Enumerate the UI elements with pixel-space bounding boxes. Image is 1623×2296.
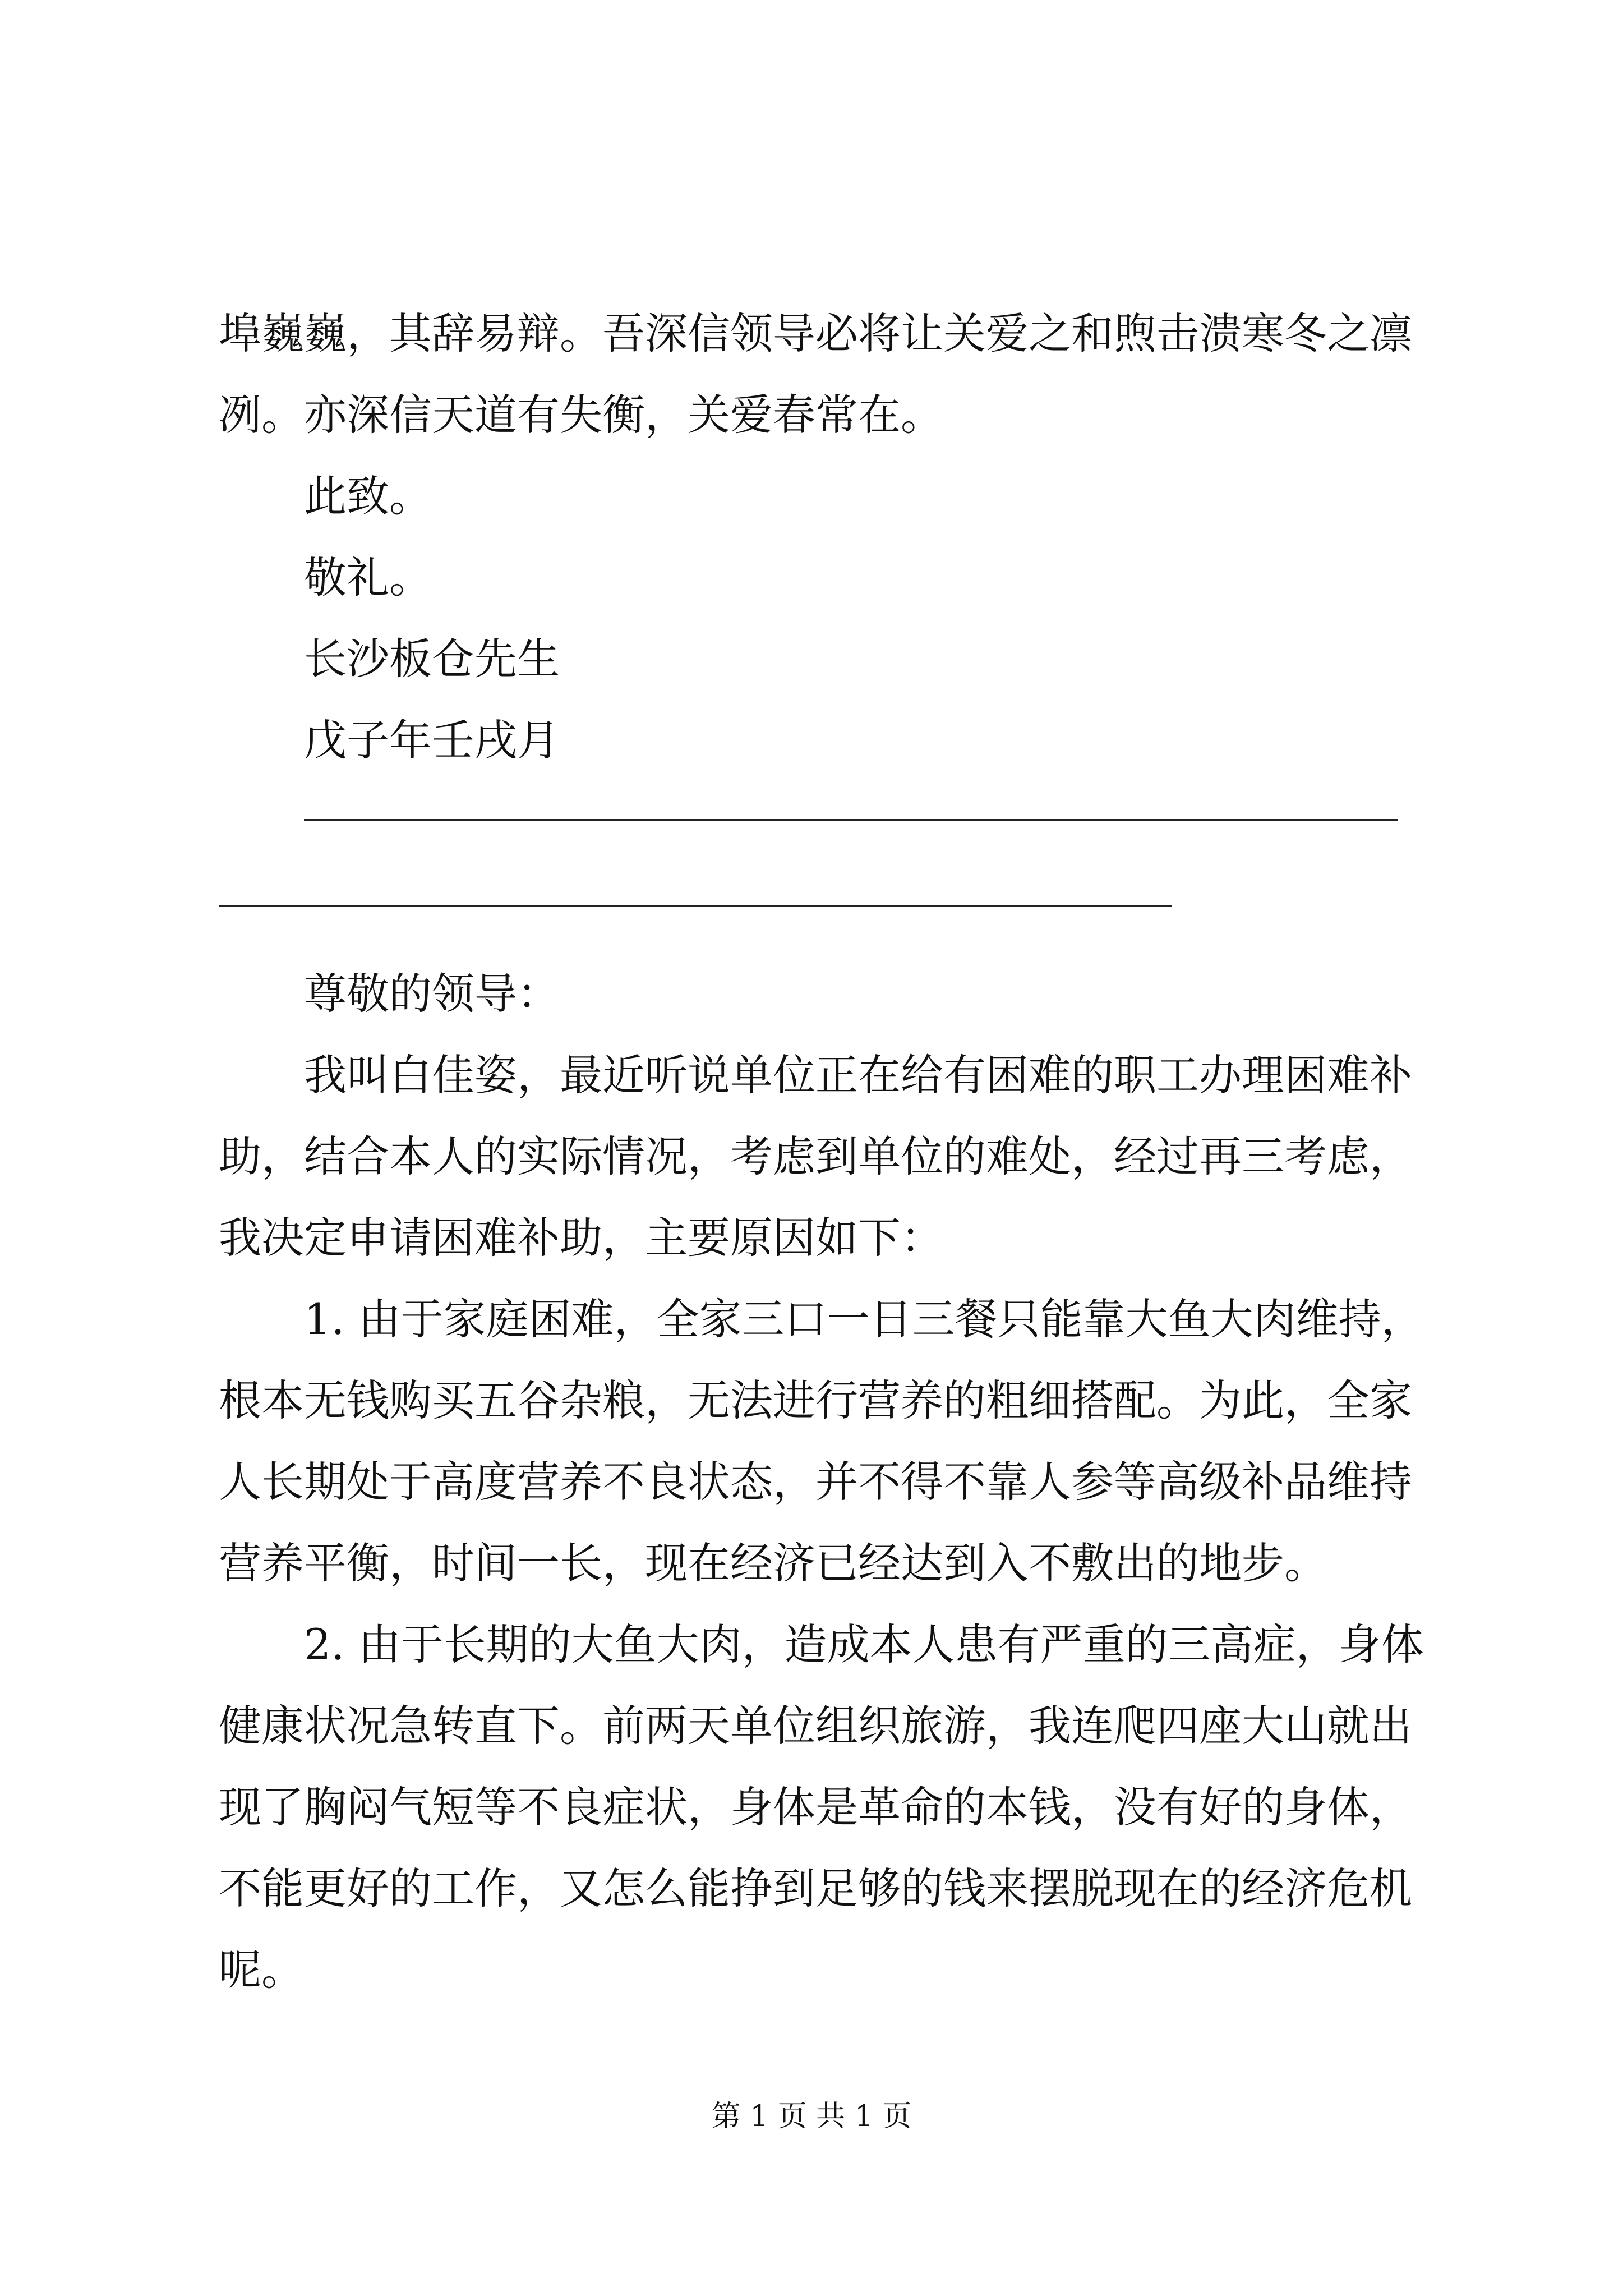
letter-greeting: 尊敬的领导： [304,969,560,1019]
closing-line-1: 埠巍巍，其辞易辩。吾深信领导必将让关爱之和煦击溃寒冬之凛 [219,309,1412,358]
point-2-line-2: 健康状况急转直下。前两天单位组织旅游，我连爬四座大山就出 [219,1701,1412,1751]
salutation-jingli: 敬礼。 [304,553,432,602]
point-1-line-4: 营养平衡，时间一长，现在经济已经达到入不敷出的地步。 [219,1538,1327,1588]
intro-line-1: 我叫白佳姿，最近听说单位正在给有困难的职工办理困难补 [304,1050,1412,1100]
salutation-cizhi: 此致。 [304,471,432,521]
signature-date: 戊子年壬戌月 [304,715,560,765]
point-2-line-4: 不能更好的工作，又怎么能挣到足够的钱来摆脱现在的经济危机 [219,1864,1412,1913]
intro-line-2: 助，结合本人的实际情况，考虑到单位的难处，经过再三考虑， [219,1131,1412,1181]
intro-line-3: 我决定申请困难补助，主要原因如下： [219,1213,943,1263]
point-2-line-5: 呢。 [219,1945,304,1995]
signature-name: 长沙板仓先生 [304,634,560,684]
closing-line-2: 冽。亦深信天道有失衡，关爱春常在。 [219,390,943,440]
point-1-line-1: 1. 由于家庭困难，全家三口一日三餐只能靠大鱼大肉维持， [304,1294,1424,1344]
separator-rule-2 [219,905,1172,907]
point-1-line-2: 根本无钱购买五谷杂粮，无法进行营养的粗细搭配。为此，全家 [219,1375,1412,1425]
page-footer: 第 1 页 共 1 页 [711,2100,912,2133]
point-2-line-1: 2. 由于长期的大鱼大肉，造成本人患有严重的三高症，身体 [304,1619,1424,1669]
separator-rule-1 [304,819,1398,821]
point-1-line-3: 人长期处于高度营养不良状态，并不得不靠人参等高级补品维持 [219,1457,1412,1507]
point-2-line-3: 现了胸闷气短等不良症状，身体是革命的本钱，没有好的身体， [219,1782,1412,1832]
